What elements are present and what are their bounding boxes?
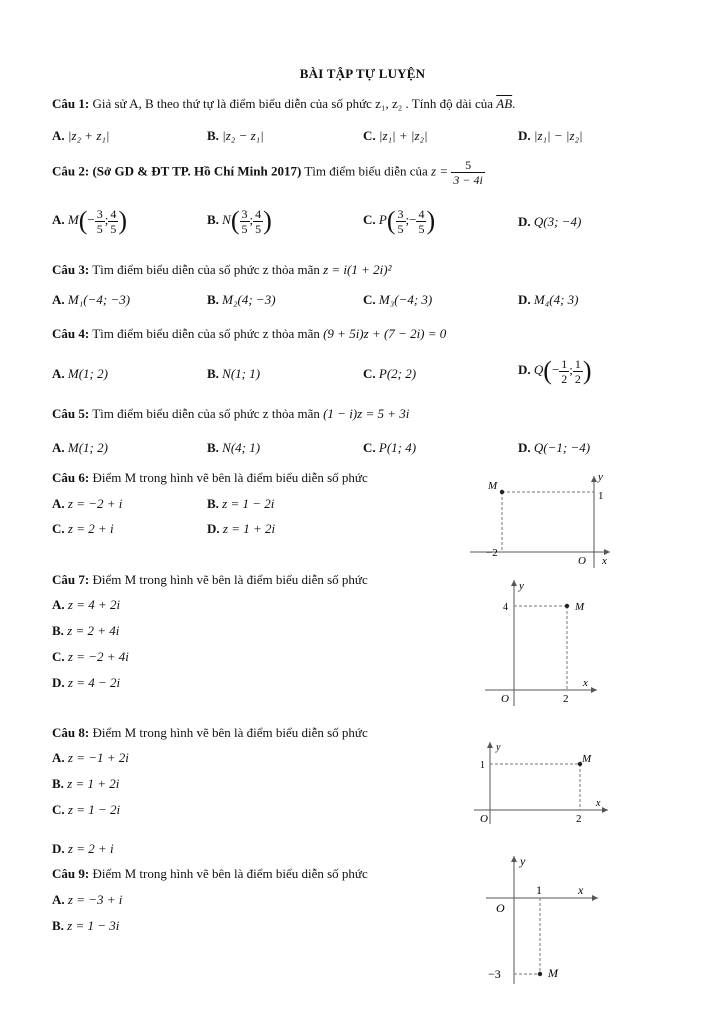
option-a[interactable]: A. M(1; 2) [52,440,108,455]
option-d[interactable]: D. Q(−1; −4) [518,440,591,455]
option-d[interactable]: D. Q(− $\frac{1}{2}$ ; $\frac{1}{2}$ ) [518,356,592,386]
point-m [500,490,504,494]
label-m: M [548,966,558,980]
label-x: x [578,883,584,897]
label-y: y [520,854,526,868]
label-origin: O [496,901,505,915]
option-b[interactable]: B. N(1; 1) [207,366,261,381]
label-x-value: 2 [563,693,569,705]
x-arrow-icon [602,807,608,813]
fraction: $\frac{5}{3 - 4i}$ [453,158,483,187]
option-a[interactable]: A. M(− $\frac{3}{5}$ ; $\frac{4}{5}$ ) [52,206,128,236]
option-b[interactable]: B. |z₂ − z₁| [207,128,264,143]
option-a[interactable]: A. z = −3 + i [52,892,123,907]
label-y: y [598,471,603,483]
figure-q8 [474,738,614,830]
option-b[interactable]: B. z = 1 + 2i [52,776,120,791]
option-c[interactable]: C. z = 2 + i [52,521,114,536]
option-d[interactable]: D. |z₁| − |z₂| [518,128,583,143]
question-5: Câu 5: Tìm điểm biểu diễn của số phức z thỏa mãn (1 − i)z = 5 + 3i [52,406,410,421]
y-arrow-icon [591,476,597,482]
option-b[interactable]: B. M₂(4; −3) [207,292,276,307]
option-a[interactable]: A. z = −1 + 2i [52,750,129,765]
label-origin: O [501,693,509,705]
label-y-value: 4 [503,602,508,613]
label-origin: O [578,555,586,567]
option-a[interactable]: A. z = 4 + 2i [52,597,121,612]
question-1: Câu 1: Giả sử A, B theo thứ tự là điểm biểu diễn của số phức z₁, z₂ . Tính độ dài của $\overline{AB}$. [52,96,516,111]
y-arrow-icon [511,580,517,586]
label-y: y [519,580,524,592]
label-m: M [488,480,498,492]
option-b[interactable]: B. z = 1 − 3i [52,918,120,933]
option-d[interactable]: D. M₄(4; 3) [518,292,579,307]
label-m: M [575,601,585,613]
option-d[interactable]: D. Q(3; −4) [518,214,582,229]
question-math: (9 + 5i)z + (7 − 2i) = 0 [323,326,447,341]
question-label: Câu 2: [52,163,90,179]
option-a[interactable]: A. |z₂ + z₁| [52,128,110,143]
option-c[interactable]: C. P(2; 2) [363,366,417,381]
label-y-value: −3 [488,967,501,981]
option-d[interactable]: D. z = 4 − 2i [52,675,121,690]
label-x-value: −2 [486,547,498,559]
label-y: y [496,742,501,753]
label-x: x [602,555,607,567]
figure-q6 [470,470,620,570]
option-b[interactable]: B. z = 1 − 2i [207,496,275,511]
math-lhs: z = [431,163,449,179]
option-d[interactable]: D. z = 1 + 2i [207,521,276,536]
y-arrow-icon [487,742,493,748]
question-6: Câu 6: Điểm M trong hình vẽ bên là điểm biểu diễn số phức [52,470,368,485]
option-c[interactable]: C. z = −2 + 4i [52,649,129,664]
option-c[interactable]: C. |z₁| + |z₂| [363,128,428,143]
option-a[interactable]: A. z = −2 + i [52,496,123,511]
label-y-value: 1 [480,760,485,771]
point-m [538,972,542,976]
question-9: Câu 9: Điểm M trong hình vẽ bên là điểm biểu diễn số phức [52,866,368,881]
question-math: (1 − i)z = 5 + 3i [323,406,410,421]
option-d[interactable]: D. z = 2 + i [52,841,114,856]
option-b[interactable]: B. N( $\frac{3}{5}$ ; $\frac{4}{5}$ ) [207,206,272,236]
question-source: (Sở GD & ĐT TP. Hồ Chí Minh 2017) [92,163,302,179]
question-4: Câu 4: Tìm điểm biểu diễn của số phức z thỏa mãn (9 + 5i)z + (7 − 2i) = 0 [52,326,447,341]
label-x-value: 1 [536,883,542,897]
option-c[interactable]: C. z = 1 − 2i [52,802,121,817]
question-7: Câu 7: Điểm M trong hình vẽ bên là điểm biểu diễn số phức [52,572,368,587]
y-arrow-icon [511,856,517,862]
label-x: x [583,677,588,689]
label-x: x [596,798,601,809]
option-b[interactable]: B. z = 2 + 4i [52,623,120,638]
label-m: M [582,753,592,765]
x-arrow-icon [591,687,597,693]
page-title: BÀI TẬP TỰ LUYỆN [299,66,426,81]
label-y-value: 1 [598,490,604,502]
question-text: Giả sử A, B theo thứ tự là điểm biểu diễn của số phức z₁, z₂ . Tính độ dài của [92,96,494,111]
question-3: Câu 3: Tìm điểm biểu diễn của số phức z thỏa mãn z = i(1 + 2i)² [52,262,392,277]
option-a[interactable]: A. M(1; 2) [52,366,108,381]
figure-q7 [485,576,605,710]
figure-q9 [476,850,606,988]
question-2 [52,158,485,187]
question-8: Câu 8: Điểm M trong hình vẽ bên là điểm biểu diễn số phức [52,725,368,740]
label-x-value: 2 [576,813,582,825]
option-c[interactable]: C. M₃(−4; 3) [363,292,433,307]
option-a[interactable]: A. M₁(−4; −3) [52,292,131,307]
x-arrow-icon [592,895,598,901]
question-text: Tìm điểm biểu diễn của [304,163,428,179]
point-m [565,604,569,608]
label-origin: O [480,813,488,825]
question-math: z = i(1 + 2i)² [323,262,392,277]
option-c[interactable]: C. P( $\frac{3}{5}$ ;− $\frac{4}{5}$ ) [363,206,436,236]
vector-ab: $\overline{AB}$ [496,96,513,111]
option-c[interactable]: C. P(1; 4) [363,440,417,455]
option-b[interactable]: B. N(4; 1) [207,440,261,455]
question-label: Câu 1: [52,96,90,111]
